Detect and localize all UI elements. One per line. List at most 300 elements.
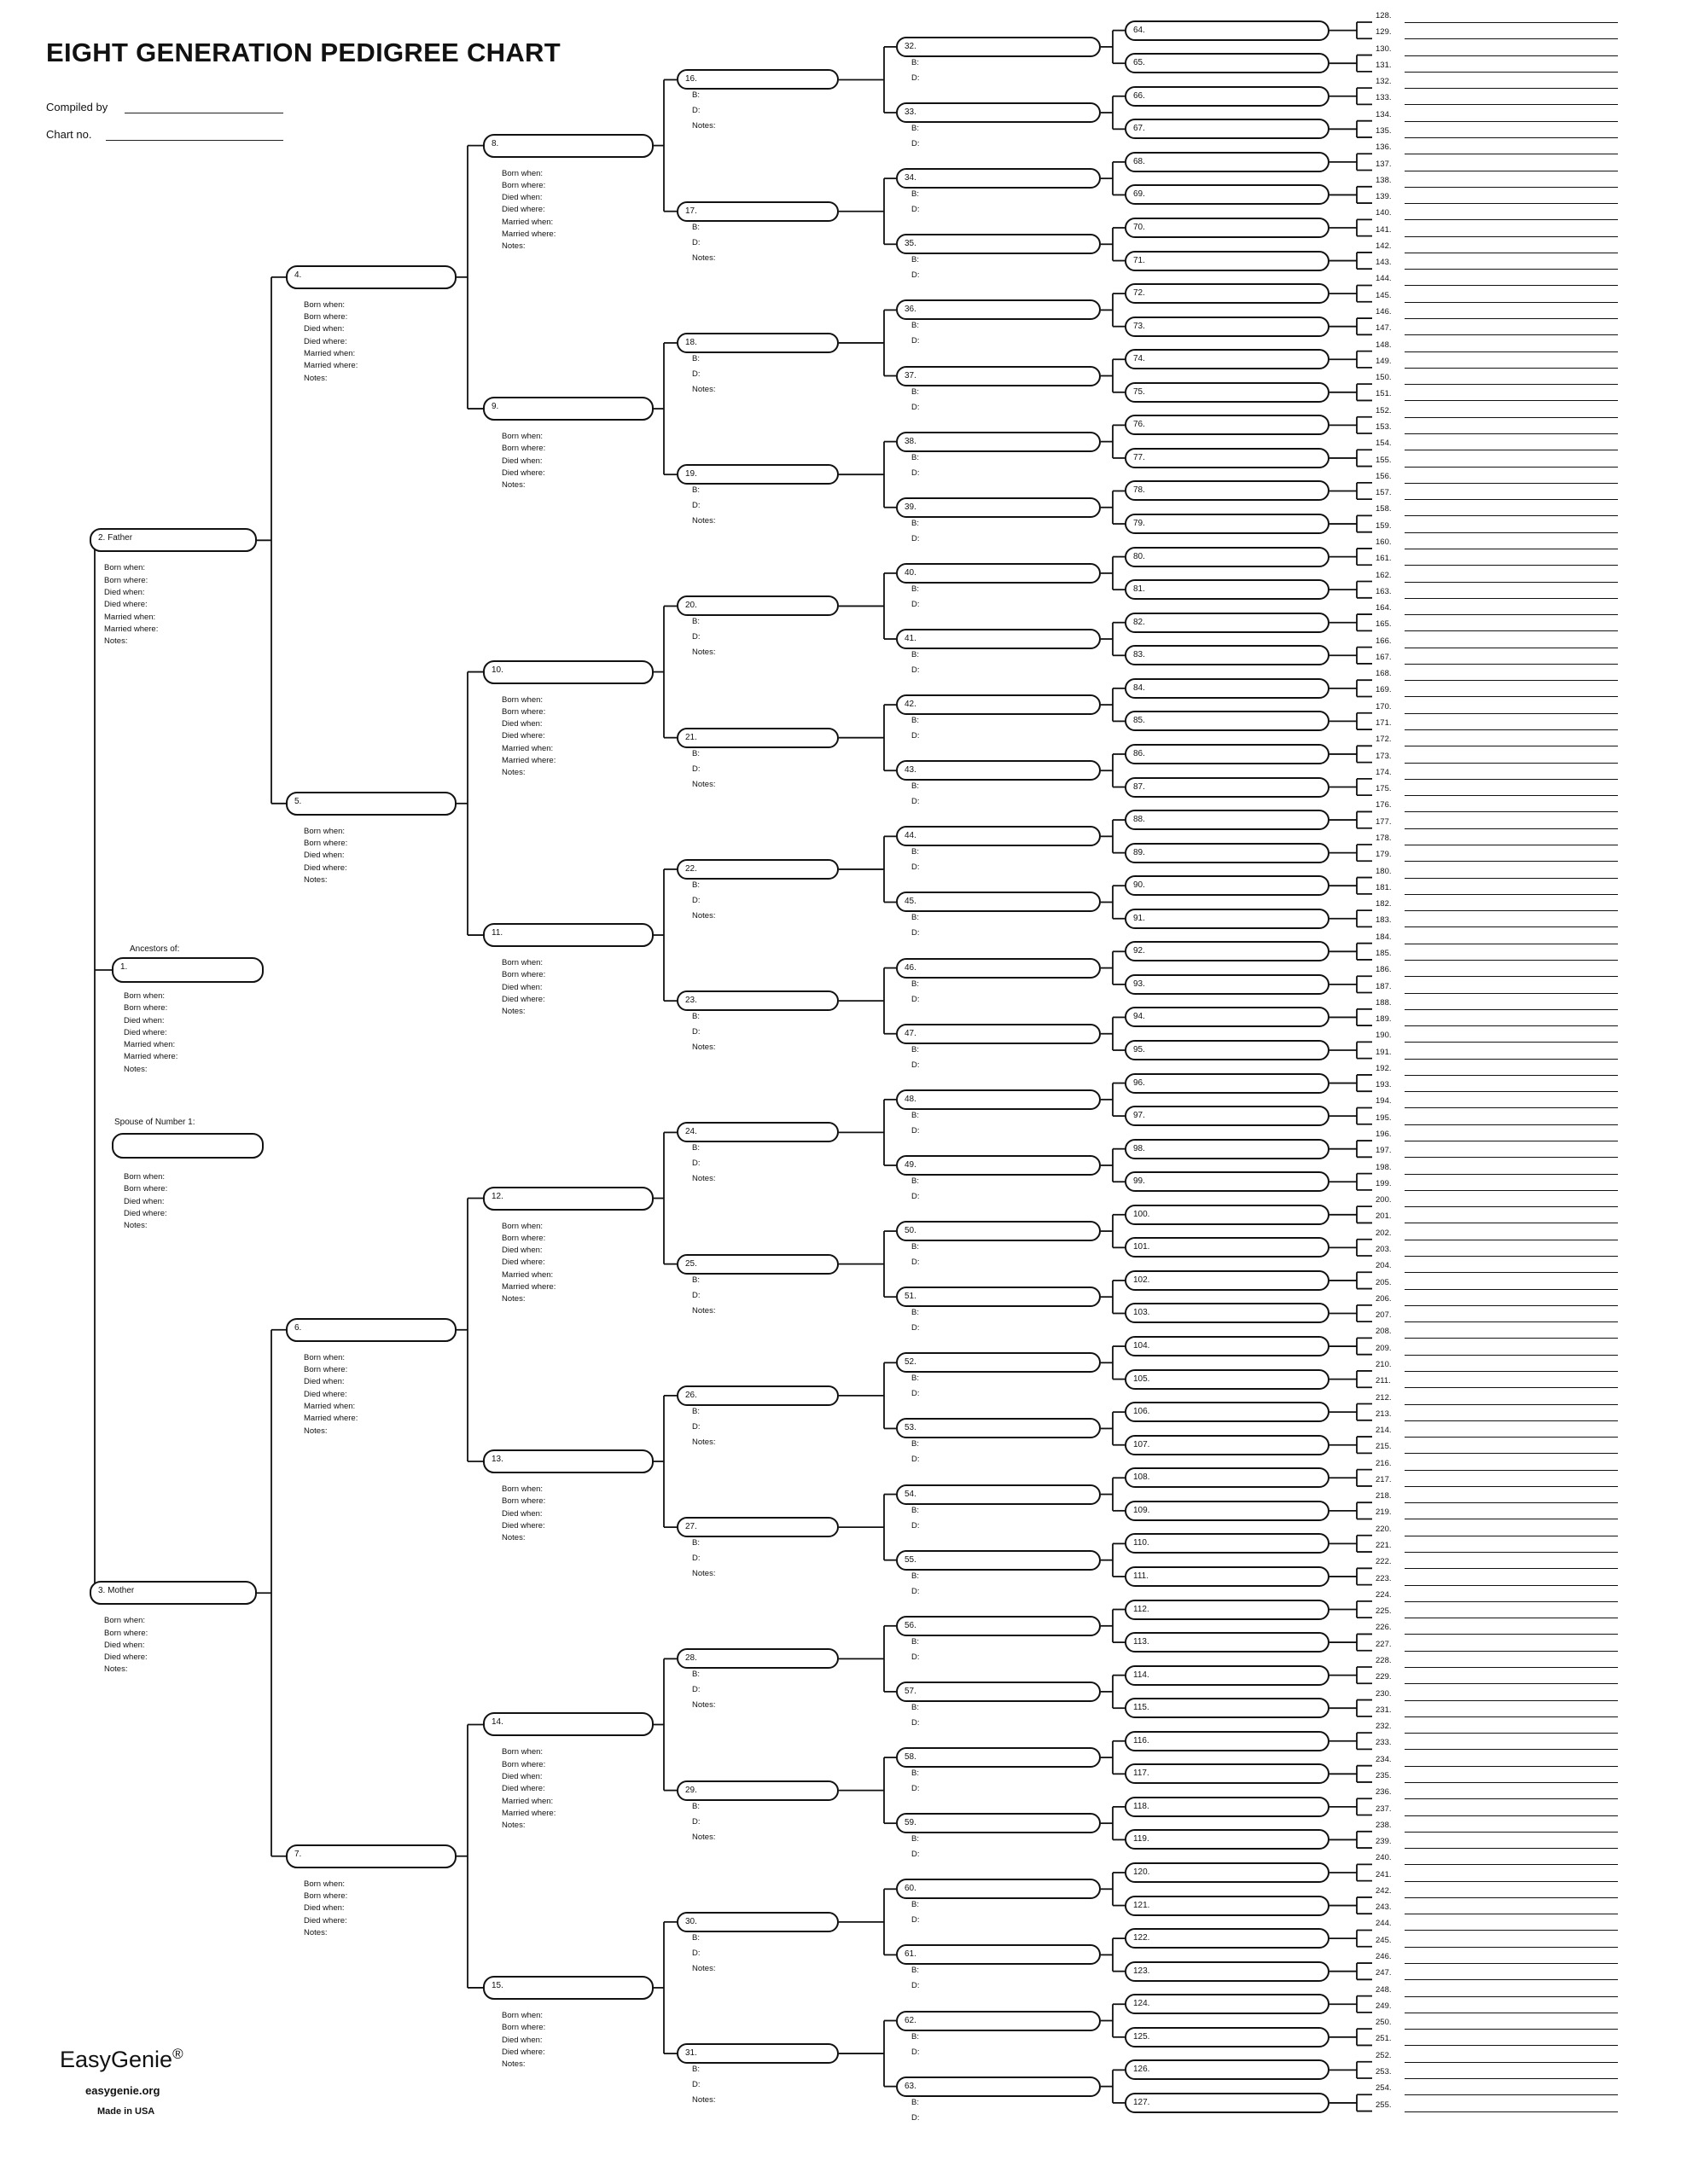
name-line[interactable] — [1405, 22, 1618, 23]
generation-8-entry[interactable] — [1376, 1392, 1649, 1411]
name-line[interactable] — [1405, 1420, 1618, 1421]
name-line[interactable] — [1405, 1486, 1618, 1487]
generation-8-entry[interactable] — [1376, 554, 1649, 572]
generation-8-entry[interactable] — [1376, 1130, 1649, 1147]
name-line[interactable] — [1405, 1321, 1618, 1322]
generation-8-entry[interactable] — [1376, 1639, 1649, 1658]
name-line[interactable] — [1405, 878, 1618, 879]
person-box-66[interactable] — [1125, 86, 1329, 107]
generation-8-entry[interactable] — [1376, 735, 1649, 752]
name-line[interactable] — [1405, 2094, 1618, 2095]
person-box-102[interactable] — [1125, 1270, 1329, 1291]
name-line[interactable] — [1405, 1437, 1618, 1438]
person-box-6[interactable] — [286, 1318, 457, 1342]
person-box-114[interactable] — [1125, 1665, 1329, 1686]
person-box-34[interactable] — [896, 168, 1101, 189]
person-box-48[interactable] — [896, 1089, 1101, 1110]
person-box-117[interactable] — [1125, 1763, 1329, 1784]
generation-8-entry[interactable] — [1376, 1277, 1649, 1296]
person-box-60[interactable] — [896, 1879, 1101, 1899]
generation-8-entry[interactable] — [1376, 373, 1649, 391]
person-box-50[interactable] — [896, 1221, 1101, 1241]
generation-8-entry[interactable] — [1376, 1426, 1649, 1443]
person-box-65[interactable] — [1125, 53, 1329, 73]
person-box-8[interactable] — [483, 134, 654, 158]
name-line[interactable] — [1405, 1206, 1618, 1207]
person-box-124[interactable] — [1125, 1994, 1329, 2014]
generation-8-entry[interactable] — [1376, 60, 1649, 78]
person-box-82[interactable] — [1125, 613, 1329, 633]
person-box-63[interactable] — [896, 2077, 1101, 2097]
generation-8-entry[interactable] — [1376, 1705, 1649, 1723]
generation-8-entry[interactable] — [1376, 1178, 1649, 1197]
generation-8-entry[interactable] — [1376, 652, 1649, 671]
generation-8-entry[interactable] — [1376, 1935, 1649, 1954]
generation-8-entry[interactable] — [1376, 1162, 1649, 1181]
person-box-44[interactable] — [896, 826, 1101, 846]
name-line[interactable] — [1405, 763, 1618, 764]
generation-8-entry[interactable] — [1376, 1754, 1649, 1773]
generation-8-entry[interactable] — [1376, 44, 1649, 62]
name-line[interactable] — [1405, 1305, 1618, 1306]
name-line[interactable] — [1405, 1585, 1618, 1586]
generation-8-entry[interactable] — [1376, 1261, 1649, 1279]
generation-8-entry[interactable] — [1376, 192, 1649, 210]
person-box-76[interactable] — [1125, 415, 1329, 435]
person-box-86[interactable] — [1125, 744, 1329, 764]
name-line[interactable] — [1405, 779, 1618, 780]
generation-8-entry[interactable] — [1376, 834, 1649, 851]
person-box-29[interactable] — [677, 1780, 839, 1801]
name-line[interactable] — [1405, 1502, 1618, 1503]
person-box-115[interactable] — [1125, 1698, 1329, 1718]
name-line[interactable] — [1405, 318, 1618, 319]
name-line[interactable] — [1405, 236, 1618, 237]
generation-8-entry[interactable] — [1376, 1014, 1649, 1032]
person-box-38[interactable] — [896, 432, 1101, 452]
generation-8-entry[interactable] — [1376, 1573, 1649, 1592]
person-box-7[interactable] — [286, 1844, 457, 1868]
generation-8-entry[interactable] — [1376, 850, 1649, 868]
generation-8-entry[interactable] — [1376, 422, 1649, 440]
person-box-79[interactable] — [1125, 514, 1329, 534]
person-box-12[interactable] — [483, 1187, 654, 1211]
generation-8-entry[interactable] — [1376, 1541, 1649, 1559]
generation-8-entry[interactable] — [1376, 751, 1649, 770]
name-line[interactable] — [1405, 334, 1618, 335]
name-line[interactable] — [1405, 72, 1618, 73]
person-box-4[interactable] — [286, 265, 457, 289]
name-line[interactable] — [1405, 121, 1618, 122]
person-box-106[interactable] — [1125, 1402, 1329, 1422]
generation-8-entry[interactable] — [1376, 685, 1649, 703]
generation-8-entry[interactable] — [1376, 1770, 1649, 1789]
generation-8-entry[interactable] — [1376, 1869, 1649, 1888]
person-box-110[interactable] — [1125, 1533, 1329, 1554]
name-line[interactable] — [1405, 88, 1618, 89]
name-line[interactable] — [1405, 1470, 1618, 1471]
generation-8-entry[interactable] — [1376, 767, 1649, 786]
name-line[interactable] — [1405, 680, 1618, 681]
generation-8-entry[interactable] — [1376, 1047, 1649, 1066]
generation-8-entry[interactable] — [1376, 520, 1649, 539]
person-box-69[interactable] — [1125, 184, 1329, 205]
person-box-2[interactable] — [90, 528, 257, 552]
person-box-93[interactable] — [1125, 974, 1329, 995]
name-line[interactable] — [1405, 1289, 1618, 1290]
generation-8-entry[interactable] — [1376, 965, 1649, 983]
generation-8-entry[interactable] — [1376, 455, 1649, 473]
person-box-61[interactable] — [896, 1944, 1101, 1965]
name-line[interactable] — [1405, 1190, 1618, 1191]
person-box-52[interactable] — [896, 1352, 1101, 1373]
generation-8-entry[interactable] — [1376, 11, 1649, 29]
name-line[interactable] — [1405, 910, 1618, 911]
name-line[interactable] — [1405, 1963, 1618, 1964]
name-line[interactable] — [1405, 1798, 1618, 1799]
person-box-122[interactable] — [1125, 1928, 1329, 1949]
generation-8-entry[interactable] — [1376, 471, 1649, 490]
name-line[interactable] — [1405, 1930, 1618, 1931]
name-line[interactable] — [1405, 598, 1618, 599]
generation-8-entry[interactable] — [1376, 1343, 1649, 1362]
person-box-1[interactable] — [112, 957, 264, 983]
generation-8-entry[interactable] — [1376, 1474, 1649, 1493]
name-line[interactable] — [1405, 811, 1618, 812]
person-box-46[interactable] — [896, 958, 1101, 979]
person-box-25[interactable] — [677, 1254, 839, 1275]
name-line[interactable] — [1405, 187, 1618, 188]
generation-8-entry[interactable] — [1376, 866, 1649, 885]
generation-8-entry[interactable] — [1376, 1919, 1649, 1937]
person-box-56[interactable] — [896, 1616, 1101, 1636]
person-box-85[interactable] — [1125, 711, 1329, 731]
name-line[interactable] — [1405, 1091, 1618, 1092]
person-box-77[interactable] — [1125, 448, 1329, 468]
name-line[interactable] — [1405, 861, 1618, 862]
generation-8-entry[interactable] — [1376, 932, 1649, 950]
person-box-42[interactable] — [896, 694, 1101, 715]
generation-8-entry[interactable] — [1376, 701, 1649, 720]
person-box-14[interactable] — [483, 1712, 654, 1736]
generation-8-entry[interactable] — [1376, 981, 1649, 1000]
generation-8-entry[interactable] — [1376, 439, 1649, 456]
name-line[interactable] — [1405, 976, 1618, 977]
generation-8-entry[interactable] — [1376, 2018, 1649, 2036]
name-line[interactable] — [1405, 1404, 1618, 1405]
generation-8-entry[interactable] — [1376, 340, 1649, 358]
generation-8-entry[interactable] — [1376, 93, 1649, 111]
generation-8-entry[interactable] — [1376, 1623, 1649, 1641]
name-line[interactable] — [1405, 1338, 1618, 1339]
person-box-72[interactable] — [1125, 283, 1329, 304]
generation-8-entry[interactable] — [1376, 1112, 1649, 1131]
person-box-127[interactable] — [1125, 2093, 1329, 2113]
generation-8-entry[interactable] — [1376, 274, 1649, 292]
generation-8-entry[interactable] — [1376, 1885, 1649, 1904]
generation-8-entry[interactable] — [1376, 1524, 1649, 1542]
generation-8-entry[interactable] — [1376, 997, 1649, 1016]
generation-8-entry[interactable] — [1376, 1063, 1649, 1082]
person-box-84[interactable] — [1125, 678, 1329, 699]
name-line[interactable] — [1405, 1552, 1618, 1553]
generation-8-entry[interactable] — [1376, 1557, 1649, 1575]
person-box-78[interactable] — [1125, 480, 1329, 501]
name-line[interactable] — [1405, 1107, 1618, 1108]
person-box-118[interactable] — [1125, 1797, 1329, 1817]
person-box-67[interactable] — [1125, 119, 1329, 139]
person-box-123[interactable] — [1125, 1961, 1329, 1982]
person-box-119[interactable] — [1125, 1829, 1329, 1850]
person-box-54[interactable] — [896, 1484, 1101, 1505]
person-box-113[interactable] — [1125, 1632, 1329, 1653]
name-line[interactable] — [1405, 467, 1618, 468]
generation-8-entry[interactable] — [1376, 125, 1649, 144]
name-line[interactable] — [1405, 630, 1618, 631]
person-box-107[interactable] — [1125, 1435, 1329, 1455]
generation-8-entry[interactable] — [1376, 1688, 1649, 1707]
name-line[interactable] — [1405, 1601, 1618, 1602]
person-box-97[interactable] — [1125, 1106, 1329, 1126]
person-box-55[interactable] — [896, 1550, 1101, 1571]
person-box-105[interactable] — [1125, 1369, 1329, 1390]
name-line[interactable] — [1405, 2029, 1618, 2030]
person-box-11[interactable] — [483, 923, 654, 947]
person-box-98[interactable] — [1125, 1139, 1329, 1159]
generation-8-entry[interactable] — [1376, 488, 1649, 506]
person-box-26[interactable] — [677, 1385, 839, 1406]
person-box-51[interactable] — [896, 1287, 1101, 1307]
name-line[interactable] — [1405, 104, 1618, 105]
person-box-10[interactable] — [483, 660, 654, 684]
generation-8-entry[interactable] — [1376, 77, 1649, 95]
name-line[interactable] — [1405, 1864, 1618, 1865]
name-line[interactable] — [1405, 1766, 1618, 1767]
person-box-3[interactable] — [90, 1581, 257, 1605]
person-box-35[interactable] — [896, 234, 1101, 254]
generation-8-entry[interactable] — [1376, 1804, 1649, 1822]
person-box-101[interactable] — [1125, 1237, 1329, 1258]
name-line[interactable] — [1405, 696, 1618, 697]
person-box-100[interactable] — [1125, 1205, 1329, 1225]
person-box-103[interactable] — [1125, 1303, 1329, 1323]
name-line[interactable] — [1405, 1025, 1618, 1026]
name-line[interactable] — [1405, 1634, 1618, 1635]
generation-8-entry[interactable] — [1376, 2067, 1649, 2085]
name-line[interactable] — [1405, 1174, 1618, 1175]
name-line[interactable] — [1405, 795, 1618, 796]
generation-8-entry[interactable] — [1376, 356, 1649, 375]
person-box-112[interactable] — [1125, 1600, 1329, 1620]
generation-8-entry[interactable] — [1376, 241, 1649, 259]
person-box-53[interactable] — [896, 1418, 1101, 1438]
name-line[interactable] — [1405, 2045, 1618, 2046]
name-line[interactable] — [1405, 38, 1618, 39]
generation-8-entry[interactable] — [1376, 109, 1649, 128]
name-line[interactable] — [1405, 614, 1618, 615]
person-box-9[interactable] — [483, 397, 654, 421]
name-line[interactable] — [1405, 2111, 1618, 2112]
name-line[interactable] — [1405, 1157, 1618, 1158]
name-line[interactable] — [1405, 433, 1618, 434]
person-box-36[interactable] — [896, 299, 1101, 320]
name-line[interactable] — [1405, 1355, 1618, 1356]
generation-8-entry[interactable] — [1376, 1211, 1649, 1229]
generation-8-entry[interactable] — [1376, 1031, 1649, 1048]
person-box-109[interactable] — [1125, 1501, 1329, 1521]
generation-8-entry[interactable] — [1376, 2100, 1649, 2118]
generation-8-entry[interactable] — [1376, 2050, 1649, 2069]
generation-8-entry[interactable] — [1376, 1146, 1649, 1164]
name-line[interactable] — [1405, 1782, 1618, 1783]
name-line[interactable] — [1405, 483, 1618, 484]
name-line[interactable] — [1405, 351, 1618, 352]
generation-8-entry[interactable] — [1376, 636, 1649, 654]
generation-8-entry[interactable] — [1376, 142, 1649, 160]
name-line[interactable] — [1405, 1256, 1618, 1257]
person-box-59[interactable] — [896, 1813, 1101, 1833]
name-line[interactable] — [1405, 926, 1618, 927]
person-box-39[interactable] — [896, 497, 1101, 518]
person-box-20[interactable] — [677, 595, 839, 616]
person-box-24[interactable] — [677, 1122, 839, 1142]
name-line[interactable] — [1405, 55, 1618, 56]
name-line[interactable] — [1405, 1815, 1618, 1816]
person-box-15[interactable] — [483, 1976, 654, 2000]
generation-8-entry[interactable] — [1376, 1507, 1649, 1525]
person-box-89[interactable] — [1125, 843, 1329, 863]
person-box-57[interactable] — [896, 1682, 1101, 1702]
generation-8-entry[interactable] — [1376, 1228, 1649, 1246]
generation-8-entry[interactable] — [1376, 405, 1649, 424]
name-line[interactable] — [1405, 1568, 1618, 1569]
person-box-104[interactable] — [1125, 1336, 1329, 1356]
generation-8-entry[interactable] — [1376, 1672, 1649, 1690]
spouse-box[interactable] — [112, 1133, 264, 1159]
generation-8-entry[interactable] — [1376, 208, 1649, 226]
generation-8-entry[interactable] — [1376, 1409, 1649, 1427]
generation-8-entry[interactable] — [1376, 290, 1649, 309]
generation-8-entry[interactable] — [1376, 323, 1649, 341]
generation-8-entry[interactable] — [1376, 603, 1649, 621]
generation-8-entry[interactable] — [1376, 669, 1649, 687]
generation-8-entry[interactable] — [1376, 1458, 1649, 1477]
generation-8-entry[interactable] — [1376, 882, 1649, 901]
generation-8-entry[interactable] — [1376, 1837, 1649, 1855]
name-line[interactable] — [1405, 894, 1618, 895]
person-box-92[interactable] — [1125, 941, 1329, 961]
name-line[interactable] — [1405, 1075, 1618, 1076]
name-line[interactable] — [1405, 203, 1618, 204]
person-box-30[interactable] — [677, 1912, 839, 1932]
generation-8-entry[interactable] — [1376, 504, 1649, 522]
person-box-71[interactable] — [1125, 251, 1329, 271]
generation-8-entry[interactable] — [1376, 258, 1649, 276]
name-line[interactable] — [1405, 219, 1618, 220]
name-line[interactable] — [1405, 729, 1618, 730]
person-box-21[interactable] — [677, 728, 839, 748]
person-box-91[interactable] — [1125, 909, 1329, 929]
name-line[interactable] — [1405, 532, 1618, 533]
name-line[interactable] — [1405, 368, 1618, 369]
name-line[interactable] — [1405, 515, 1618, 516]
name-line[interactable] — [1405, 713, 1618, 714]
generation-8-entry[interactable] — [1376, 800, 1649, 818]
generation-8-entry[interactable] — [1376, 1656, 1649, 1674]
name-line[interactable] — [1405, 1881, 1618, 1882]
person-box-62[interactable] — [896, 2011, 1101, 2031]
generation-8-entry[interactable] — [1376, 1096, 1649, 1114]
name-line[interactable] — [1405, 1897, 1618, 1898]
name-line[interactable] — [1405, 1387, 1618, 1388]
name-line[interactable] — [1405, 828, 1618, 829]
generation-8-entry[interactable] — [1376, 389, 1649, 407]
name-line[interactable] — [1405, 1749, 1618, 1750]
person-box-96[interactable] — [1125, 1073, 1329, 1094]
person-box-74[interactable] — [1125, 349, 1329, 369]
generation-8-entry[interactable] — [1376, 1310, 1649, 1328]
generation-8-entry[interactable] — [1376, 816, 1649, 835]
name-line[interactable] — [1405, 499, 1618, 500]
generation-8-entry[interactable] — [1376, 1968, 1649, 1986]
generation-8-entry[interactable] — [1376, 899, 1649, 917]
generation-8-entry[interactable] — [1376, 915, 1649, 933]
person-box-41[interactable] — [896, 629, 1101, 649]
person-box-18[interactable] — [677, 333, 839, 353]
person-box-16[interactable] — [677, 69, 839, 90]
generation-8-entry[interactable] — [1376, 1738, 1649, 1756]
person-box-95[interactable] — [1125, 1040, 1329, 1060]
person-box-13[interactable] — [483, 1449, 654, 1473]
name-line[interactable] — [1405, 565, 1618, 566]
person-box-22[interactable] — [677, 859, 839, 880]
person-box-121[interactable] — [1125, 1896, 1329, 1916]
person-box-5[interactable] — [286, 792, 457, 816]
name-line[interactable] — [1405, 2078, 1618, 2079]
name-line[interactable] — [1405, 1700, 1618, 1701]
name-line[interactable] — [1405, 1832, 1618, 1833]
person-box-49[interactable] — [896, 1155, 1101, 1176]
generation-8-entry[interactable] — [1376, 1080, 1649, 1098]
person-box-116[interactable] — [1125, 1731, 1329, 1751]
person-box-94[interactable] — [1125, 1007, 1329, 1027]
person-box-19[interactable] — [677, 464, 839, 485]
person-box-27[interactable] — [677, 1517, 839, 1537]
name-line[interactable] — [1405, 1124, 1618, 1125]
name-line[interactable] — [1405, 664, 1618, 665]
name-line[interactable] — [1405, 1371, 1618, 1372]
name-line[interactable] — [1405, 269, 1618, 270]
person-box-111[interactable] — [1125, 1566, 1329, 1587]
generation-8-entry[interactable] — [1376, 1245, 1649, 1263]
person-box-90[interactable] — [1125, 875, 1329, 896]
name-line[interactable] — [1405, 384, 1618, 385]
person-box-31[interactable] — [677, 2043, 839, 2064]
name-line[interactable] — [1405, 1651, 1618, 1652]
generation-8-entry[interactable] — [1376, 1589, 1649, 1608]
person-box-99[interactable] — [1125, 1171, 1329, 1192]
person-box-37[interactable] — [896, 366, 1101, 386]
generation-8-entry[interactable] — [1376, 1984, 1649, 2003]
generation-8-entry[interactable] — [1376, 1491, 1649, 1509]
person-box-120[interactable] — [1125, 1862, 1329, 1883]
name-line[interactable] — [1405, 1716, 1618, 1717]
person-box-47[interactable] — [896, 1024, 1101, 1044]
person-box-58[interactable] — [896, 1747, 1101, 1768]
person-box-83[interactable] — [1125, 645, 1329, 665]
generation-8-entry[interactable] — [1376, 784, 1649, 802]
generation-8-entry[interactable] — [1376, 1376, 1649, 1394]
